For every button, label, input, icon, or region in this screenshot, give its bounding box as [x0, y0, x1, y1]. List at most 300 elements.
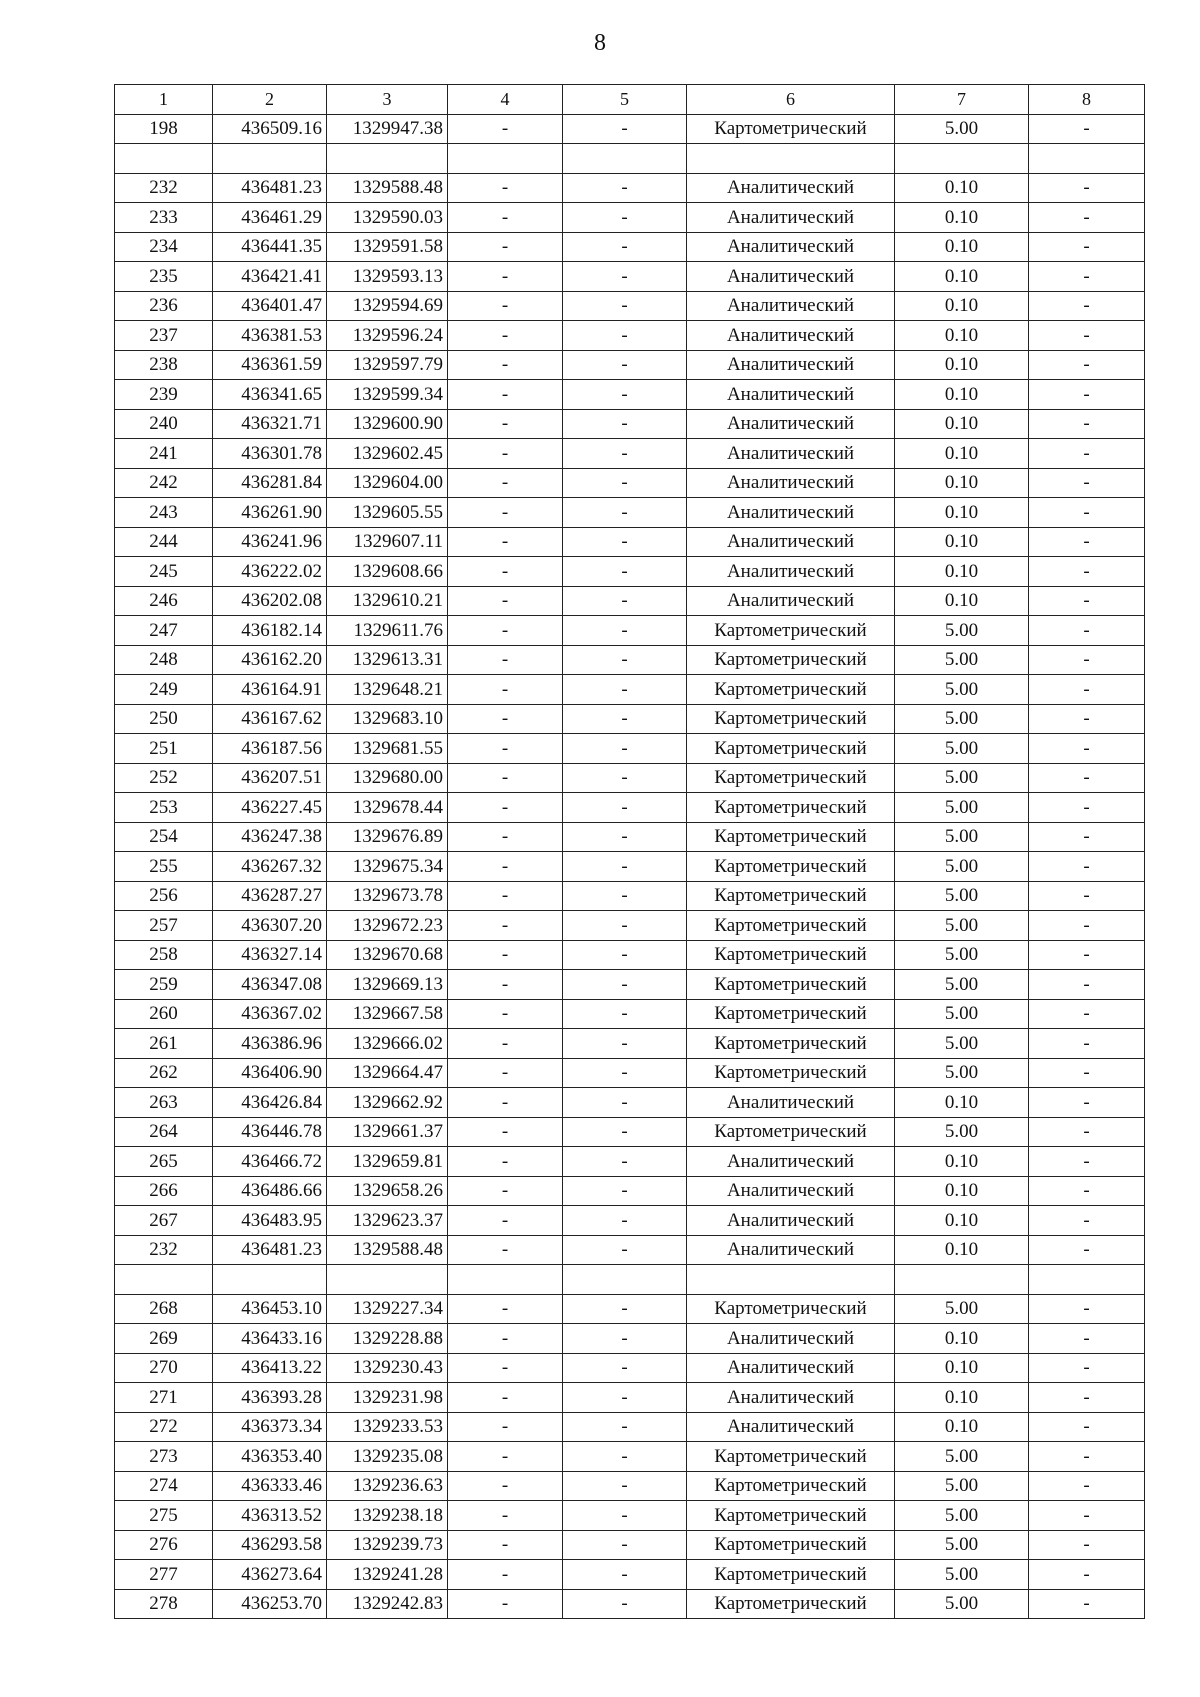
- cell-col-5-value: -: [563, 586, 687, 616]
- cell-method: Картометрический: [687, 1589, 895, 1619]
- cell-point-number: 244: [115, 527, 213, 557]
- cell-point-number: 238: [115, 350, 213, 380]
- cell-coordinate-y: 1329666.02: [327, 1029, 448, 1059]
- cell-coordinate-y: 1329672.23: [327, 911, 448, 941]
- cell-point-number: 273: [115, 1442, 213, 1472]
- cell-col-5-value: -: [563, 114, 687, 144]
- cell-method: Картометрический: [687, 1294, 895, 1324]
- cell-point-number: 232: [115, 173, 213, 203]
- cell-col-5-value: -: [563, 232, 687, 262]
- cell-coordinate-x: [213, 144, 327, 174]
- cell-coordinate-x: 436202.08: [213, 586, 327, 616]
- cell-accuracy: 5.00: [895, 999, 1029, 1029]
- cell-col-8-value: -: [1029, 291, 1145, 321]
- cell-point-number: 266: [115, 1176, 213, 1206]
- cell-col-4-value: -: [448, 940, 563, 970]
- cell-coordinate-x: 436446.78: [213, 1117, 327, 1147]
- cell-coordinate-x: 436367.02: [213, 999, 327, 1029]
- cell-col-5-value: -: [563, 970, 687, 1000]
- cell-point-number: 267: [115, 1206, 213, 1236]
- cell-coordinate-x: 436486.66: [213, 1176, 327, 1206]
- cell-col-8-value: -: [1029, 527, 1145, 557]
- cell-point-number: 272: [115, 1412, 213, 1442]
- cell-col-8-value: -: [1029, 940, 1145, 970]
- cell-point-number: 265: [115, 1147, 213, 1177]
- column-header: 4: [448, 85, 563, 115]
- cell-coordinate-y: 1329608.66: [327, 557, 448, 587]
- cell-coordinate-y: 1329623.37: [327, 1206, 448, 1236]
- cell-col-5-value: -: [563, 704, 687, 734]
- column-header: 2: [213, 85, 327, 115]
- cell-col-4-value: -: [448, 409, 563, 439]
- cell-col-4-value: [448, 144, 563, 174]
- cell-col-8-value: -: [1029, 1235, 1145, 1265]
- cell-point-number: 241: [115, 439, 213, 469]
- cell-col-4-value: -: [448, 203, 563, 233]
- cell-point-number: 270: [115, 1353, 213, 1383]
- table-row: [115, 1117, 1145, 1147]
- cell-coordinate-y: 1329947.38: [327, 114, 448, 144]
- table-row: [115, 645, 1145, 675]
- cell-accuracy: 0.10: [895, 1176, 1029, 1206]
- cell-coordinate-y: 1329233.53: [327, 1412, 448, 1442]
- cell-col-5-value: -: [563, 439, 687, 469]
- cell-coordinate-x: 436287.27: [213, 881, 327, 911]
- table-row: [115, 1324, 1145, 1354]
- cell-point-number: 240: [115, 409, 213, 439]
- cell-method: Аналитический: [687, 350, 895, 380]
- cell-col-4-value: -: [448, 1471, 563, 1501]
- table-row: [115, 675, 1145, 705]
- cell-col-8-value: -: [1029, 1383, 1145, 1413]
- cell-coordinate-y: 1329659.81: [327, 1147, 448, 1177]
- cell-method: Картометрический: [687, 1501, 895, 1531]
- cell-col-8-value: [1029, 144, 1145, 174]
- cell-accuracy: 5.00: [895, 793, 1029, 823]
- cell-col-5-value: -: [563, 321, 687, 351]
- cell-accuracy: 5.00: [895, 1530, 1029, 1560]
- cell-coordinate-y: 1329667.58: [327, 999, 448, 1029]
- cell-col-8-value: -: [1029, 1324, 1145, 1354]
- cell-col-5-value: -: [563, 763, 687, 793]
- cell-col-8-value: -: [1029, 1442, 1145, 1472]
- cell-method: Картометрический: [687, 1560, 895, 1590]
- cell-col-5-value: -: [563, 1471, 687, 1501]
- cell-col-5-value: -: [563, 881, 687, 911]
- table-row: [115, 557, 1145, 587]
- cell-col-5-value: -: [563, 1117, 687, 1147]
- cell-coordinate-x: 436273.64: [213, 1560, 327, 1590]
- cell-coordinate-x: 436361.59: [213, 350, 327, 380]
- cell-point-number: 254: [115, 822, 213, 852]
- cell-col-8-value: -: [1029, 1058, 1145, 1088]
- cell-point-number: 256: [115, 881, 213, 911]
- cell-coordinate-y: 1329681.55: [327, 734, 448, 764]
- cell-col-8-value: -: [1029, 114, 1145, 144]
- cell-col-4-value: -: [448, 1353, 563, 1383]
- column-header: 1: [115, 85, 213, 115]
- cell-point-number: 237: [115, 321, 213, 351]
- cell-accuracy: 5.00: [895, 1029, 1029, 1059]
- cell-point-number: 245: [115, 557, 213, 587]
- cell-col-4-value: -: [448, 999, 563, 1029]
- cell-method: Картометрический: [687, 645, 895, 675]
- table-header: [115, 85, 1145, 115]
- cell-coordinate-y: 1329227.34: [327, 1294, 448, 1324]
- cell-col-8-value: -: [1029, 1353, 1145, 1383]
- cell-col-8-value: -: [1029, 439, 1145, 469]
- cell-col-4-value: -: [448, 586, 563, 616]
- cell-coordinate-y: [327, 144, 448, 174]
- cell-coordinate-y: 1329238.18: [327, 1501, 448, 1531]
- cell-coordinate-x: 436321.71: [213, 409, 327, 439]
- cell-point-number: 257: [115, 911, 213, 941]
- cell-method: Картометрический: [687, 704, 895, 734]
- cell-col-5-value: -: [563, 291, 687, 321]
- table-row: [115, 203, 1145, 233]
- cell-coordinate-x: [213, 1265, 327, 1295]
- cell-coordinate-y: 1329683.10: [327, 704, 448, 734]
- cell-col-8-value: -: [1029, 468, 1145, 498]
- cell-coordinate-y: 1329680.00: [327, 763, 448, 793]
- cell-col-4-value: -: [448, 734, 563, 764]
- cell-method: Аналитический: [687, 291, 895, 321]
- cell-method: Картометрический: [687, 616, 895, 646]
- cell-accuracy: 5.00: [895, 616, 1029, 646]
- cell-method: [687, 1265, 895, 1295]
- cell-accuracy: 5.00: [895, 970, 1029, 1000]
- cell-coordinate-x: 436293.58: [213, 1530, 327, 1560]
- table-row: [115, 970, 1145, 1000]
- cell-accuracy: 0.10: [895, 439, 1029, 469]
- cell-coordinate-y: [327, 1265, 448, 1295]
- cell-col-8-value: -: [1029, 1560, 1145, 1590]
- cell-coordinate-y: 1329235.08: [327, 1442, 448, 1472]
- cell-col-4-value: -: [448, 881, 563, 911]
- table-row: [115, 881, 1145, 911]
- cell-coordinate-y: 1329600.90: [327, 409, 448, 439]
- cell-point-number: 260: [115, 999, 213, 1029]
- cell-method: Аналитический: [687, 1353, 895, 1383]
- table-row: [115, 1206, 1145, 1236]
- cell-method: Аналитический: [687, 262, 895, 292]
- cell-coordinate-x: 436426.84: [213, 1088, 327, 1118]
- cell-col-4-value: -: [448, 911, 563, 941]
- cell-coordinate-y: 1329605.55: [327, 498, 448, 528]
- cell-coordinate-x: 436461.29: [213, 203, 327, 233]
- cell-point-number: 248: [115, 645, 213, 675]
- cell-col-5-value: -: [563, 557, 687, 587]
- table-row: [115, 439, 1145, 469]
- table-row: [115, 1442, 1145, 1472]
- cell-col-8-value: -: [1029, 675, 1145, 705]
- cell-accuracy: 0.10: [895, 1206, 1029, 1236]
- cell-col-8-value: -: [1029, 1412, 1145, 1442]
- table-body: [115, 114, 1145, 1619]
- cell-col-5-value: -: [563, 645, 687, 675]
- cell-accuracy: 0.10: [895, 468, 1029, 498]
- cell-coordinate-y: 1329591.58: [327, 232, 448, 262]
- table-row: [115, 1530, 1145, 1560]
- column-header: 8: [1029, 85, 1145, 115]
- cell-col-8-value: -: [1029, 409, 1145, 439]
- cell-accuracy: 5.00: [895, 1294, 1029, 1324]
- cell-coordinate-x: 436227.45: [213, 793, 327, 823]
- cell-method: Аналитический: [687, 498, 895, 528]
- cell-method: Картометрический: [687, 881, 895, 911]
- cell-coordinate-x: 436353.40: [213, 1442, 327, 1472]
- cell-col-5-value: -: [563, 527, 687, 557]
- cell-coordinate-y: 1329242.83: [327, 1589, 448, 1619]
- cell-col-8-value: -: [1029, 999, 1145, 1029]
- cell-col-4-value: -: [448, 114, 563, 144]
- cell-col-5-value: -: [563, 793, 687, 823]
- table-row: [115, 1383, 1145, 1413]
- cell-point-number: [115, 1265, 213, 1295]
- cell-point-number: 271: [115, 1383, 213, 1413]
- cell-coordinate-y: 1329673.78: [327, 881, 448, 911]
- cell-coordinate-x: 436164.91: [213, 675, 327, 705]
- cell-method: Аналитический: [687, 1147, 895, 1177]
- cell-accuracy: 0.10: [895, 350, 1029, 380]
- table-row: [115, 704, 1145, 734]
- cell-col-5-value: -: [563, 1088, 687, 1118]
- table-row: [115, 527, 1145, 557]
- cell-coordinate-y: 1329664.47: [327, 1058, 448, 1088]
- cell-point-number: 263: [115, 1088, 213, 1118]
- cell-accuracy: 0.10: [895, 203, 1029, 233]
- table-row: [115, 1176, 1145, 1206]
- cell-accuracy: 0.10: [895, 380, 1029, 410]
- cell-method: Аналитический: [687, 1235, 895, 1265]
- cell-method: Картометрический: [687, 675, 895, 705]
- table-row: [115, 1589, 1145, 1619]
- cell-point-number: 247: [115, 616, 213, 646]
- cell-col-5-value: -: [563, 1412, 687, 1442]
- table-row: [115, 1058, 1145, 1088]
- cell-accuracy: 5.00: [895, 852, 1029, 882]
- page-number: 8: [594, 30, 606, 56]
- cell-col-4-value: -: [448, 1324, 563, 1354]
- cell-col-5-value: -: [563, 734, 687, 764]
- cell-col-4-value: -: [448, 1147, 563, 1177]
- cell-col-5-value: -: [563, 940, 687, 970]
- cell-coordinate-y: 1329588.48: [327, 173, 448, 203]
- cell-col-5-value: -: [563, 1147, 687, 1177]
- cell-col-4-value: -: [448, 1088, 563, 1118]
- column-header: 6: [687, 85, 895, 115]
- cell-col-4-value: -: [448, 1176, 563, 1206]
- table-row: [115, 173, 1145, 203]
- cell-col-8-value: -: [1029, 321, 1145, 351]
- cell-col-4-value: -: [448, 822, 563, 852]
- cell-accuracy: 0.10: [895, 557, 1029, 587]
- cell-point-number: 268: [115, 1294, 213, 1324]
- cell-method: Картометрический: [687, 1530, 895, 1560]
- cell-coordinate-x: 436341.65: [213, 380, 327, 410]
- cell-col-4-value: -: [448, 350, 563, 380]
- cell-col-5-value: -: [563, 468, 687, 498]
- cell-col-5-value: -: [563, 1294, 687, 1324]
- cell-col-5-value: -: [563, 1560, 687, 1590]
- cell-col-4-value: -: [448, 498, 563, 528]
- cell-col-5-value: -: [563, 1383, 687, 1413]
- cell-method: Аналитический: [687, 1383, 895, 1413]
- cell-col-4-value: -: [448, 1235, 563, 1265]
- cell-coordinate-y: 1329604.00: [327, 468, 448, 498]
- cell-accuracy: [895, 1265, 1029, 1295]
- cell-method: Аналитический: [687, 1324, 895, 1354]
- cell-method: Картометрический: [687, 911, 895, 941]
- table-row: [115, 350, 1145, 380]
- cell-col-4-value: -: [448, 793, 563, 823]
- cell-col-4-value: -: [448, 763, 563, 793]
- cell-accuracy: 5.00: [895, 1589, 1029, 1619]
- cell-coordinate-x: 436373.34: [213, 1412, 327, 1442]
- cell-col-5-value: -: [563, 999, 687, 1029]
- cell-coordinate-y: 1329236.63: [327, 1471, 448, 1501]
- cell-col-4-value: -: [448, 1560, 563, 1590]
- cell-method: [687, 144, 895, 174]
- cell-accuracy: 0.10: [895, 1147, 1029, 1177]
- cell-coordinate-y: 1329658.26: [327, 1176, 448, 1206]
- cell-point-number: 246: [115, 586, 213, 616]
- cell-coordinate-x: 436347.08: [213, 970, 327, 1000]
- cell-accuracy: 5.00: [895, 940, 1029, 970]
- cell-method: Аналитический: [687, 468, 895, 498]
- cell-col-8-value: -: [1029, 822, 1145, 852]
- cell-col-8-value: -: [1029, 734, 1145, 764]
- cell-col-5-value: -: [563, 1206, 687, 1236]
- cell-coordinate-y: 1329594.69: [327, 291, 448, 321]
- cell-coordinate-x: 436453.10: [213, 1294, 327, 1324]
- cell-coordinate-x: 436381.53: [213, 321, 327, 351]
- cell-coordinate-y: 1329676.89: [327, 822, 448, 852]
- cell-accuracy: [895, 144, 1029, 174]
- table-row: [115, 1294, 1145, 1324]
- cell-point-number: 233: [115, 203, 213, 233]
- cell-coordinate-y: 1329590.03: [327, 203, 448, 233]
- cell-col-4-value: -: [448, 262, 563, 292]
- cell-coordinate-y: 1329241.28: [327, 1560, 448, 1590]
- table-row: [115, 232, 1145, 262]
- column-header: 5: [563, 85, 687, 115]
- table-row: [115, 144, 1145, 174]
- cell-accuracy: 0.10: [895, 1412, 1029, 1442]
- cell-coordinate-y: 1329610.21: [327, 586, 448, 616]
- cell-coordinate-y: 1329596.24: [327, 321, 448, 351]
- cell-coordinate-x: 436481.23: [213, 1235, 327, 1265]
- cell-coordinate-x: 436267.32: [213, 852, 327, 882]
- column-header: 3: [327, 85, 448, 115]
- table-row: [115, 1235, 1145, 1265]
- cell-point-number: 253: [115, 793, 213, 823]
- cell-col-8-value: -: [1029, 232, 1145, 262]
- cell-accuracy: 5.00: [895, 704, 1029, 734]
- cell-col-5-value: -: [563, 173, 687, 203]
- cell-col-5-value: -: [563, 1235, 687, 1265]
- cell-col-8-value: -: [1029, 1147, 1145, 1177]
- cell-col-5-value: -: [563, 380, 687, 410]
- cell-col-4-value: -: [448, 1383, 563, 1413]
- cell-accuracy: 5.00: [895, 1058, 1029, 1088]
- cell-col-5-value: [563, 144, 687, 174]
- cell-col-5-value: -: [563, 822, 687, 852]
- cell-col-5-value: -: [563, 852, 687, 882]
- cell-point-number: 242: [115, 468, 213, 498]
- cell-method: Аналитический: [687, 1176, 895, 1206]
- cell-method: Картометрический: [687, 999, 895, 1029]
- cell-coordinate-y: 1329661.37: [327, 1117, 448, 1147]
- cell-col-4-value: -: [448, 232, 563, 262]
- cell-coordinate-x: 436301.78: [213, 439, 327, 469]
- cell-accuracy: 5.00: [895, 822, 1029, 852]
- table-row: [115, 291, 1145, 321]
- cell-coordinate-x: 436327.14: [213, 940, 327, 970]
- cell-accuracy: 0.10: [895, 1235, 1029, 1265]
- cell-point-number: 258: [115, 940, 213, 970]
- cell-col-8-value: -: [1029, 1530, 1145, 1560]
- cell-method: Аналитический: [687, 1412, 895, 1442]
- cell-coordinate-y: 1329613.31: [327, 645, 448, 675]
- cell-method: Картометрический: [687, 734, 895, 764]
- cell-col-8-value: -: [1029, 1176, 1145, 1206]
- cell-point-number: 236: [115, 291, 213, 321]
- cell-method: Картометрический: [687, 822, 895, 852]
- cell-coordinate-y: 1329602.45: [327, 439, 448, 469]
- table-row: [115, 763, 1145, 793]
- cell-col-4-value: -: [448, 1412, 563, 1442]
- cell-col-4-value: -: [448, 1589, 563, 1619]
- table-row: [115, 999, 1145, 1029]
- cell-point-number: 243: [115, 498, 213, 528]
- column-header: 7: [895, 85, 1029, 115]
- cell-coordinate-x: 436222.02: [213, 557, 327, 587]
- cell-coordinate-x: 436406.90: [213, 1058, 327, 1088]
- cell-coordinate-y: 1329662.92: [327, 1088, 448, 1118]
- cell-coordinate-x: 436441.35: [213, 232, 327, 262]
- cell-point-number: 278: [115, 1589, 213, 1619]
- cell-col-4-value: -: [448, 852, 563, 882]
- cell-col-4-value: -: [448, 557, 563, 587]
- cell-coordinate-y: 1329648.21: [327, 675, 448, 705]
- table-row: [115, 262, 1145, 292]
- cell-coordinate-y: 1329230.43: [327, 1353, 448, 1383]
- cell-col-4-value: -: [448, 1442, 563, 1472]
- cell-col-8-value: -: [1029, 763, 1145, 793]
- cell-col-4-value: -: [448, 1501, 563, 1531]
- cell-method: Аналитический: [687, 380, 895, 410]
- cell-accuracy: 0.10: [895, 1324, 1029, 1354]
- cell-accuracy: 5.00: [895, 114, 1029, 144]
- cell-accuracy: 0.10: [895, 498, 1029, 528]
- table-row: [115, 114, 1145, 144]
- cell-col-8-value: -: [1029, 704, 1145, 734]
- cell-col-8-value: -: [1029, 970, 1145, 1000]
- cell-col-5-value: -: [563, 675, 687, 705]
- cell-method: Картометрический: [687, 940, 895, 970]
- cell-col-8-value: -: [1029, 1294, 1145, 1324]
- table-row: [115, 1501, 1145, 1531]
- cell-col-5-value: -: [563, 616, 687, 646]
- cell-col-4-value: -: [448, 1058, 563, 1088]
- table-row: [115, 1471, 1145, 1501]
- cell-col-8-value: -: [1029, 262, 1145, 292]
- cell-method: Аналитический: [687, 203, 895, 233]
- cell-coordinate-y: 1329588.48: [327, 1235, 448, 1265]
- cell-accuracy: 0.10: [895, 1088, 1029, 1118]
- cell-col-5-value: -: [563, 409, 687, 439]
